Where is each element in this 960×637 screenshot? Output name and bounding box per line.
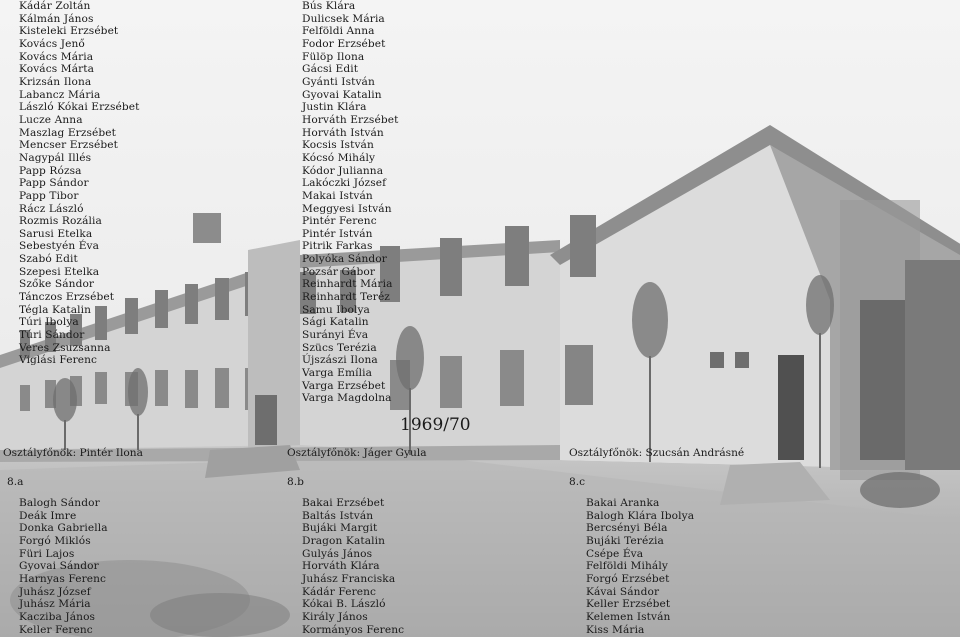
class-label-8a: 8.a <box>7 476 24 488</box>
student-name: Papp Tibor <box>19 189 79 202</box>
student-name: Keller Ferenc <box>19 623 93 636</box>
student-name: Kocsis István <box>302 139 374 152</box>
student-name: Kacziba János <box>19 610 96 623</box>
student-name: Füri Lajos <box>19 547 75 560</box>
student-name: Varga Erzsébet <box>302 379 386 392</box>
student-name: Samu Ibolya <box>302 303 370 316</box>
student-name: Forgó Erzsébet <box>586 572 670 585</box>
student-name: Veres Zsuzsanna <box>19 341 111 354</box>
student-name: Túri Ibolya <box>19 316 79 329</box>
student-name: Csépe Éva <box>586 547 644 560</box>
student-name: Felföldi Anna <box>302 25 375 38</box>
name-list-top-left <box>19 0 140 367</box>
student-name: Dragon Katalin <box>302 534 386 547</box>
student-list-8c <box>586 497 694 636</box>
student-name: Király János <box>302 610 368 623</box>
student-name: Rácz László <box>19 202 84 215</box>
student-name: Túri Sándor <box>19 329 85 342</box>
student-name: Surányi Éva <box>302 329 369 342</box>
student-name: Maszlag Erzsébet <box>19 126 117 139</box>
class-teacher-8a: Osztályfőnök: Pintér Ilona <box>3 447 143 459</box>
student-name: Varga Emília <box>302 367 372 380</box>
student-name: Felföldi Mihály <box>586 560 668 573</box>
student-name: Kiss Mária <box>586 623 645 636</box>
student-name: Kovács Mária <box>19 50 94 63</box>
student-name: Meggyesi István <box>302 202 392 215</box>
student-name: Bakai Erzsébet <box>302 497 385 509</box>
school-year: 1969/70 <box>400 415 471 435</box>
student-name: Deák Imre <box>19 509 77 522</box>
student-name: Kádár Zoltán <box>19 0 91 12</box>
student-name: Bujáki Terézia <box>586 534 664 547</box>
student-name: Horváth István <box>302 126 384 139</box>
student-name: Kovács Márta <box>19 63 95 76</box>
student-name: Forgó Miklós <box>19 534 91 547</box>
student-name: Gyovai Katalin <box>302 88 382 101</box>
student-name: Baltás István <box>302 509 374 522</box>
student-name: Varga Magdolna <box>302 392 392 405</box>
student-name: Rozmis Rozália <box>19 215 102 228</box>
student-name: Gácsi Edit <box>302 63 359 76</box>
student-name: Szepesi Etelka <box>19 265 100 278</box>
student-list-8b <box>302 497 404 636</box>
student-name: László Kókai Erzsébet <box>19 101 140 114</box>
student-name: Kisteleki Erzsébet <box>19 25 119 38</box>
student-name: Viglási Ferenc <box>19 354 98 367</box>
student-name: Makai István <box>302 189 373 202</box>
student-name: Justin Klára <box>302 101 367 114</box>
student-name: Polyóka Sándor <box>302 253 387 266</box>
class-label-8b: 8.b <box>287 476 304 488</box>
class-teacher-8c: Osztályfőnök: Szucsán Andrásné <box>569 447 745 459</box>
student-name: Bakai Aranka <box>586 497 660 509</box>
student-name: Kovács Jenő <box>19 37 85 50</box>
student-name: Juhász Mária <box>19 598 91 611</box>
student-name: Fülöp Ilona <box>302 50 365 63</box>
student-name: Juhász Franciska <box>302 572 396 585</box>
student-name: Sági Katalin <box>302 316 369 329</box>
student-name: Fodor Erzsébet <box>302 37 386 50</box>
student-name: Balogh Klára Ibolya <box>586 509 695 522</box>
student-name: Kódor Julianna <box>302 164 384 177</box>
student-name: Pitrik Farkas <box>302 240 373 253</box>
student-name: Kádár Ferenc <box>302 585 377 598</box>
student-list-8a <box>19 497 108 636</box>
student-name: Krizsán Ilona <box>19 75 92 88</box>
student-name: Lucze Anna <box>19 113 83 126</box>
student-name: Gyovai Sándor <box>19 560 99 573</box>
student-name: Harnyas Ferenc <box>19 572 107 585</box>
student-name: Bercsényi Béla <box>586 522 668 535</box>
name-list-top-middle <box>302 0 398 405</box>
student-name: Balogh Sándor <box>19 497 100 509</box>
student-name: Sebestyén Éva <box>19 240 100 253</box>
student-name: Kávai Sándor <box>586 585 660 598</box>
student-name: Papp Rózsa <box>19 164 82 177</box>
student-name: Tégla Katalin <box>19 303 92 316</box>
student-name: Nagypál Illés <box>19 151 92 164</box>
student-name: Horváth Erzsébet <box>302 113 399 126</box>
student-name: Gyánti István <box>302 75 375 88</box>
student-name: Kormányos Ferenc <box>302 623 405 636</box>
student-name: Bujáki Margit <box>302 522 378 535</box>
student-name: Labancz Mária <box>19 88 101 101</box>
student-name: Mencser Erzsébet <box>19 139 119 152</box>
student-name: Donka Gabriella <box>19 522 108 535</box>
student-name: Reinhardt Mária <box>302 278 393 291</box>
student-name: Kálmán János <box>19 12 94 25</box>
student-name: Kócsó Mihály <box>302 151 376 164</box>
student-name: Juhász József <box>19 585 91 598</box>
student-name: Dulicsek Mária <box>302 12 385 25</box>
student-name: Keller Erzsébet <box>586 598 671 611</box>
student-name: Reinhardt Teréz <box>302 291 390 304</box>
class-label-8c: 8.c <box>569 476 586 488</box>
student-name: Sarusi Etelka <box>19 227 93 240</box>
student-name: Szücs Terézia <box>302 341 377 354</box>
student-name: Kókai B. László <box>302 598 386 611</box>
student-name: Újszászi Ilona <box>302 354 378 367</box>
student-name: Horváth Klára <box>302 560 380 573</box>
student-name: Bús Klára <box>302 0 356 12</box>
student-name: Tánczos Erzsébet <box>19 291 115 304</box>
student-name: Kelemen István <box>586 610 671 623</box>
student-name: Pozsár Gábor <box>302 265 376 278</box>
student-name: Papp Sándor <box>19 177 89 190</box>
student-name: Szőke Sándor <box>19 278 95 291</box>
student-name: Lakóczki József <box>302 177 387 190</box>
student-name: Gulyás János <box>302 547 373 560</box>
student-name: Pintér Ferenc <box>302 215 377 228</box>
student-name: Szabó Edit <box>19 253 78 266</box>
class-teacher-8b: Osztályfőnök: Jáger Gyula <box>287 447 427 459</box>
student-name: Pintér István <box>302 227 373 240</box>
